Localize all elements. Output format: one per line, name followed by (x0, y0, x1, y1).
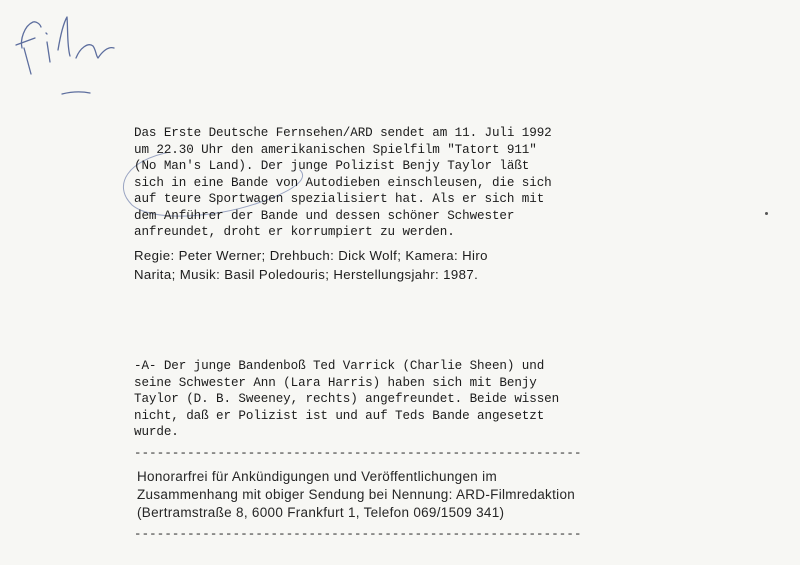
copyright-notice (137, 468, 575, 522)
film-description (134, 125, 552, 241)
description-line: um 22.30 Uhr den amerikanischen Spielfilm "Tatort 911" (134, 142, 537, 157)
caption-line: seine Schwester Ann (Lara Harris) haben sich mit Benjy (134, 375, 537, 390)
description-line: auf teure Sportwagen spezialisiert hat. Als er sich mit (134, 192, 545, 206)
description-line: dem Anführer der Bande und dessen schöner Schwester (134, 208, 515, 223)
notice-line: (Bertramstraße 8, 6000 Frankfurt 1, Telefon 069/1509 341) (137, 505, 505, 520)
paper-speck (765, 212, 768, 215)
description-line: Das Erste Deutsche Fernsehen/ARD sendet am 11. Juli 1992 (134, 126, 552, 140)
description-line: anfreundet, droht er korrumpiert zu werden. (134, 225, 455, 239)
credits-line: Narita; Musik: Basil Poledouris; Herstellungsjahr: 1987. (134, 267, 479, 282)
caption-line: -A- Der junge Bandenboß Ted Varrick (Charlie Sheen) und (134, 359, 545, 373)
credits-line: Regie: Peter Werner; Drehbuch: Dick Wolf; Kamera: Hiro (134, 248, 488, 263)
photo-caption (134, 358, 559, 441)
description-line: sich in eine Bande von Autodieben einschleusen, die sich (134, 175, 552, 190)
description-line: (No Man's Land). Der junge Polizist Benjy Taylor läßt (134, 159, 530, 173)
caption-line: wurde. (134, 425, 179, 439)
dashed-separator-bottom: ----------------------------------------------------------- (134, 527, 582, 541)
film-credits (134, 246, 488, 284)
caption-line: nicht, daß er Polizist ist und auf Teds Bande angesetzt (134, 408, 545, 423)
notice-line: Honorarfrei für Ankündigungen und Veröffentlichungen im (137, 469, 497, 484)
dashed-separator-top: ----------------------------------------------------------- (134, 446, 582, 460)
caption-line: Taylor (D. B. Sweeney, rechts) angefreundet. Beide wissen (134, 392, 560, 406)
notice-line: Zusammenhang mit obiger Sendung bei Nennung: ARD-Filmredaktion (137, 487, 576, 502)
